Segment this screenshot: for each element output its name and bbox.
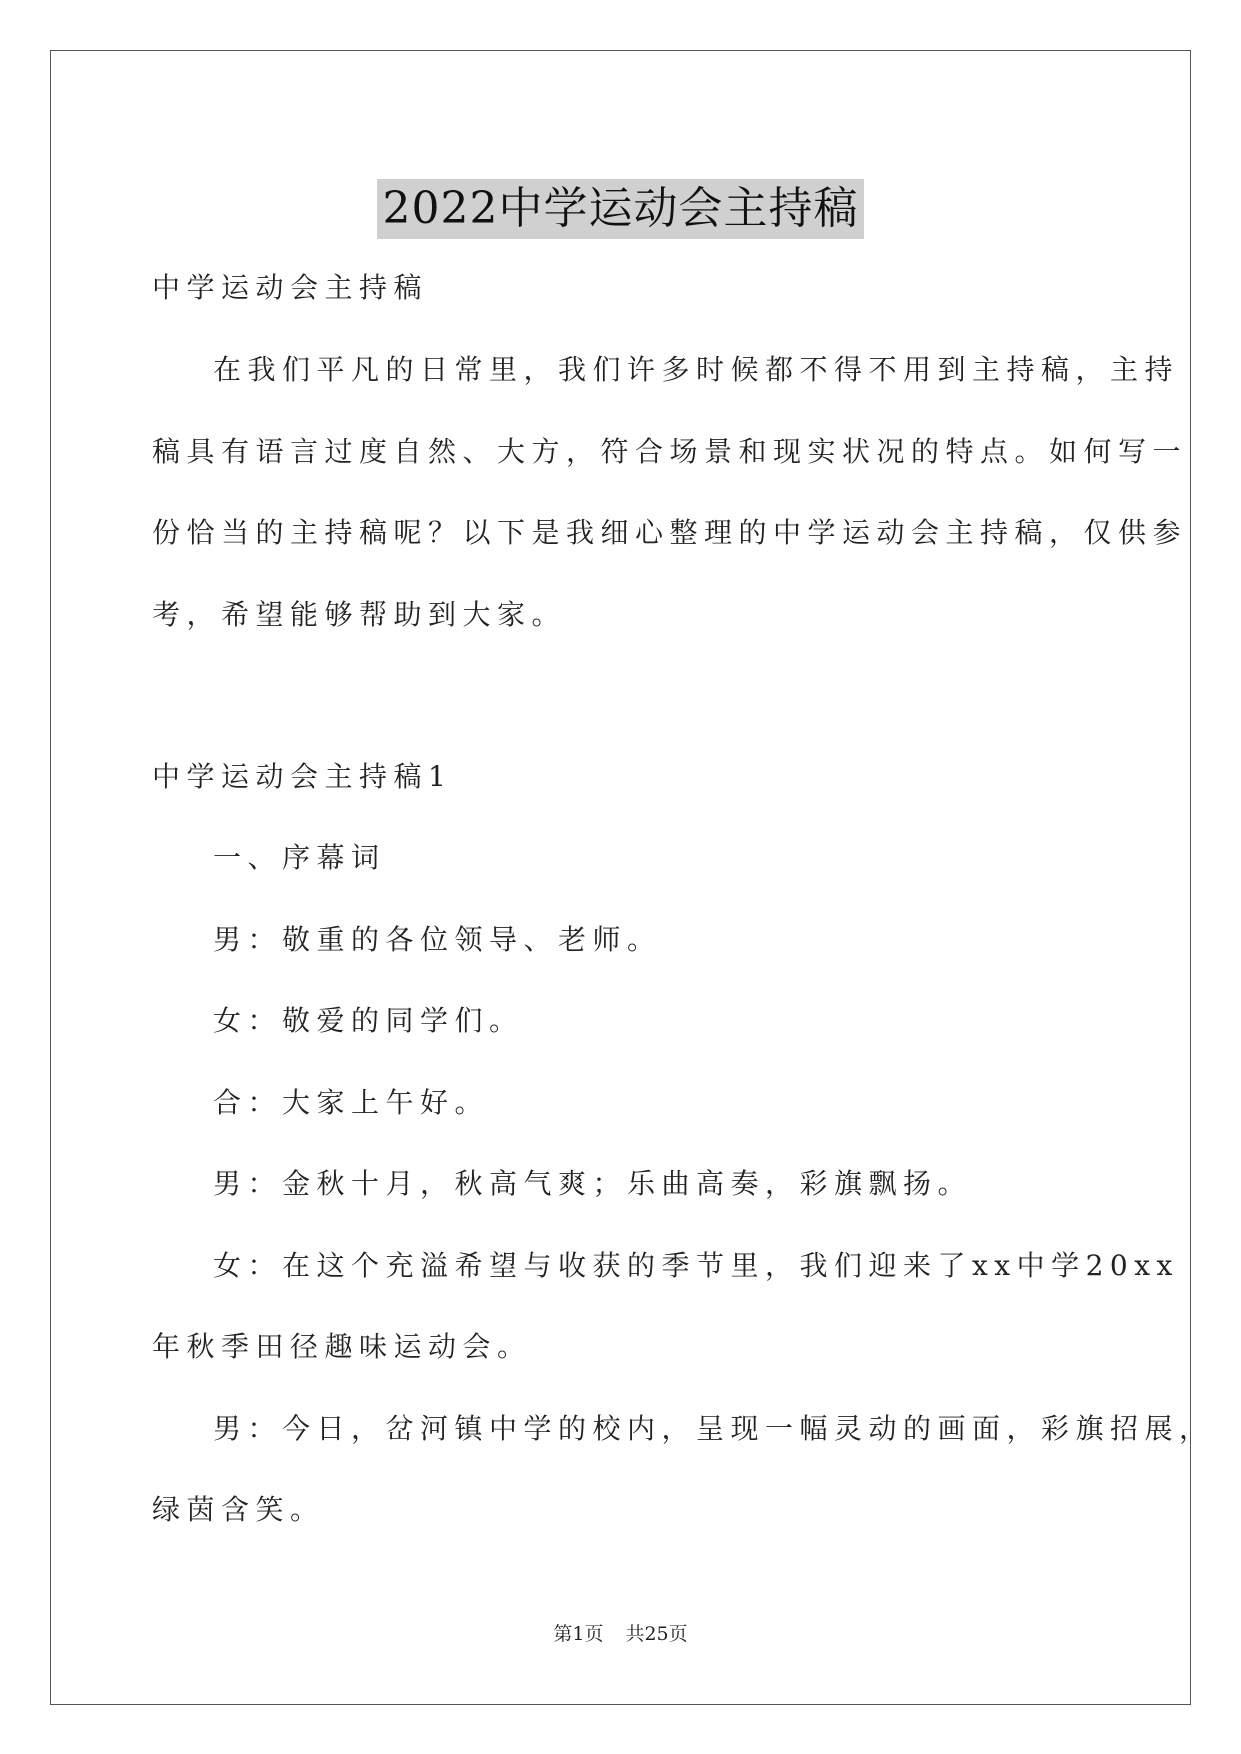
- section-heading: 中学运动会主持稿1: [152, 760, 453, 793]
- paragraph-line: 在我们平凡的日常里，我们许多时候都不得不用到主持稿，主持: [213, 353, 1180, 386]
- paragraph-line: 女：在这个充溢希望与收获的季节里，我们迎来了xx中学20xx: [213, 1249, 1179, 1282]
- paragraph-line: 年秋季田径趣味运动会。: [152, 1330, 532, 1363]
- page-number: 第1页: [553, 1623, 604, 1645]
- section-heading: 中学运动会主持稿: [152, 271, 429, 304]
- paragraph-line: 稿具有语言过度自然、大方，符合场景和现实状况的特点。如何写一: [152, 435, 1188, 468]
- paragraph-line: 男：今日，岔河镇中学的校内，呈现一幅灵动的画面，彩旗招展，: [213, 1412, 1214, 1445]
- paragraph-line: 男：金秋十月，秋高气爽；乐曲高奏，彩旗飘扬。: [213, 1167, 973, 1200]
- paragraph-line: 份恰当的主持稿呢？以下是我细心整理的中学运动会主持稿，仅供参: [152, 516, 1188, 549]
- paragraph-line: 合：大家上午好。: [213, 1086, 490, 1119]
- page-footer: [0, 1622, 1241, 1646]
- paragraph-line: 绿茵含笑。: [152, 1493, 325, 1526]
- paragraph-line: 考，希望能够帮助到大家。: [152, 598, 567, 631]
- paragraph-line: 男：敬重的各位领导、老师。: [213, 923, 662, 956]
- paragraph-line: 女：敬爱的同学们。: [213, 1004, 524, 1037]
- page-total: 共25页: [625, 1623, 688, 1645]
- title-container: [0, 150, 1241, 269]
- paragraph-line: 一、序幕词: [213, 841, 386, 874]
- document-title: 2022中学运动会主持稿: [377, 179, 865, 239]
